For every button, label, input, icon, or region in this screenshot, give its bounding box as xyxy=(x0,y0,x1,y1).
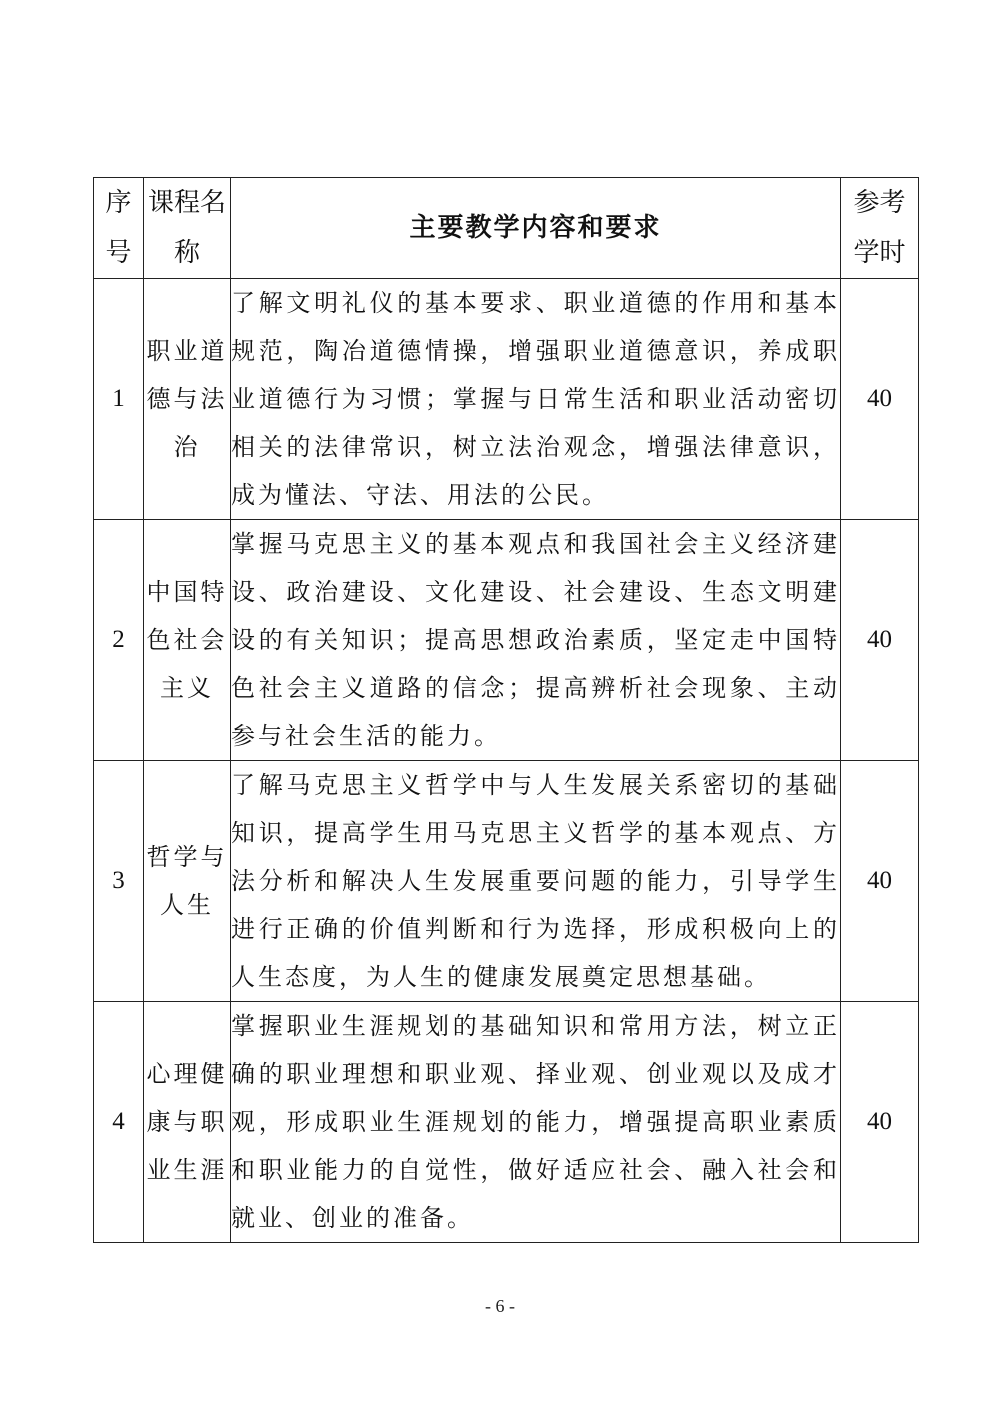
row-hours: 40 xyxy=(841,279,919,520)
row-hours: 40 xyxy=(841,1002,919,1243)
row-index: 2 xyxy=(94,520,144,761)
row-hours: 40 xyxy=(841,761,919,1002)
row-course-name: 哲学与人生 xyxy=(144,761,231,1002)
table-row xyxy=(94,1002,919,1243)
row-content: 了解马克思主义哲学中与人生发展关系密切的基础知识，提高学生用马克思主义哲学的基本观点、方法分析和解决人生发展重要问题的能力，引导学生进行正确的价值判断和行为选择，形成积极向上的人生态度，为人生的健康发展奠定思想基础。 xyxy=(231,761,841,1002)
row-content: 了解文明礼仪的基本要求、职业道德的作用和基本规范，陶冶道德情操，增强职业道德意识，养成职业道德行为习惯；掌握与日常生活和职业活动密切相关的法律常识，树立法治观念，增强法律意识，成为懂法、守法、用法的公民。 xyxy=(231,279,841,520)
table-row xyxy=(94,279,919,520)
header-index: 序号 xyxy=(94,178,144,279)
header-course-name: 课程名称 xyxy=(144,178,231,279)
row-index: 4 xyxy=(94,1002,144,1243)
header-hours: 参考学时 xyxy=(841,178,919,279)
header-content: 主要教学内容和要求 xyxy=(231,178,841,279)
table-row xyxy=(94,520,919,761)
row-course-name: 心理健康与职业生涯 xyxy=(144,1002,231,1243)
table-row xyxy=(94,761,919,1002)
row-course-name: 中国特色社会主义 xyxy=(144,520,231,761)
row-index: 3 xyxy=(94,761,144,1002)
page-number: - 6 - xyxy=(485,1296,515,1316)
row-content: 掌握马克思主义的基本观点和我国社会主义经济建设、政治建设、文化建设、社会建设、生态文明建设的有关知识；提高思想政治素质，坚定走中国特色社会主义道路的信念；提高辨析社会现象、主动参与社会生活的能力。 xyxy=(231,520,841,761)
row-hours: 40 xyxy=(841,520,919,761)
course-table xyxy=(93,177,919,1243)
row-content: 掌握职业生涯规划的基础知识和常用方法，树立正确的职业理想和职业观、择业观、创业观以及成才观，形成职业生涯规划的能力，增强提高职业素质和职业能力的自觉性，做好适应社会、融入社会和就业、创业的准备。 xyxy=(231,1002,841,1243)
row-course-name: 职业道德与法治 xyxy=(144,279,231,520)
row-index: 1 xyxy=(94,279,144,520)
table-header-row xyxy=(94,178,919,279)
